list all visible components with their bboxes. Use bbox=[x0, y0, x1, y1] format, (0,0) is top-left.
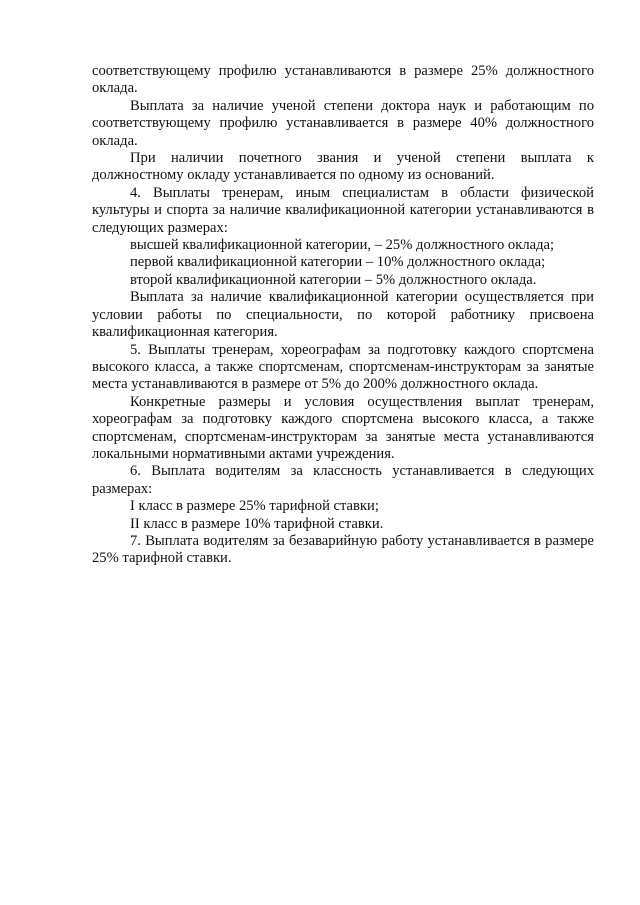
list-item-highest-category: высшей квалификационной категории, – 25% должностного оклада; bbox=[130, 237, 555, 254]
paragraph-item-6: 6. Выплата водителям за классность устанавливается в следующих размерах: bbox=[92, 463, 594, 497]
paragraph-item-7: 7. Выплата водителям за безаварийную работу устанавливается в размере 25% тарифной ставки. bbox=[92, 532, 594, 567]
paragraph-item-4: 4. Выплаты тренерам, иным специалистам в области физической культуры и спорта за наличие квалификационной категории устанавливаются в следующих размерах: bbox=[92, 184, 594, 236]
document-body bbox=[92, 63, 594, 568]
paragraph-item-5: 5. Выплаты тренерам, хореографам за подготовку каждого спортсмена высокого класса, а также спортсменам, спортсменам-инструкторам за занятые места устанавливаются в размере от 5% до 200% должностного оклада. bbox=[92, 341, 594, 393]
list-item-class-2: II класс в размере 10% тарифной ставки. bbox=[130, 515, 384, 532]
list-item-second-category: второй квалификационной категории – 5% должностного оклада. bbox=[130, 271, 537, 288]
paragraph-category-condition: Выплата за наличие квалификационной категории осуществляется при условии работы по специальности, по которой работнику присвоена квалификационная категория. bbox=[92, 289, 594, 341]
list-item-class-1: I класс в размере 25% тарифной ставки; bbox=[130, 498, 379, 515]
paragraph-doctor-degree: Выплата за наличие ученой степени доктора наук и работающим по соответствующему профилю устанавливается в размере 40% должностного оклада. bbox=[92, 97, 594, 149]
paragraph-honorary-title: При наличии почетного звания и ученой степени выплата к должностному окладу устанавливается по одному из оснований. bbox=[92, 150, 594, 184]
paragraph-continuation: соответствующему профилю устанавливаются в размере 25% должностного оклада. bbox=[92, 63, 594, 97]
list-item-first-category: первой квалификационной категории – 10% должностного оклада; bbox=[130, 254, 546, 271]
paragraph-specific-amounts: Конкретные размеры и условия осуществления выплат тренерам, хореографам за подготовку каждого спортсмена высокого класса, а также спортсменам, спортсменам-инструкторам за занятые места устанавливаются локальными нормативными актами учреждения. bbox=[92, 393, 594, 462]
